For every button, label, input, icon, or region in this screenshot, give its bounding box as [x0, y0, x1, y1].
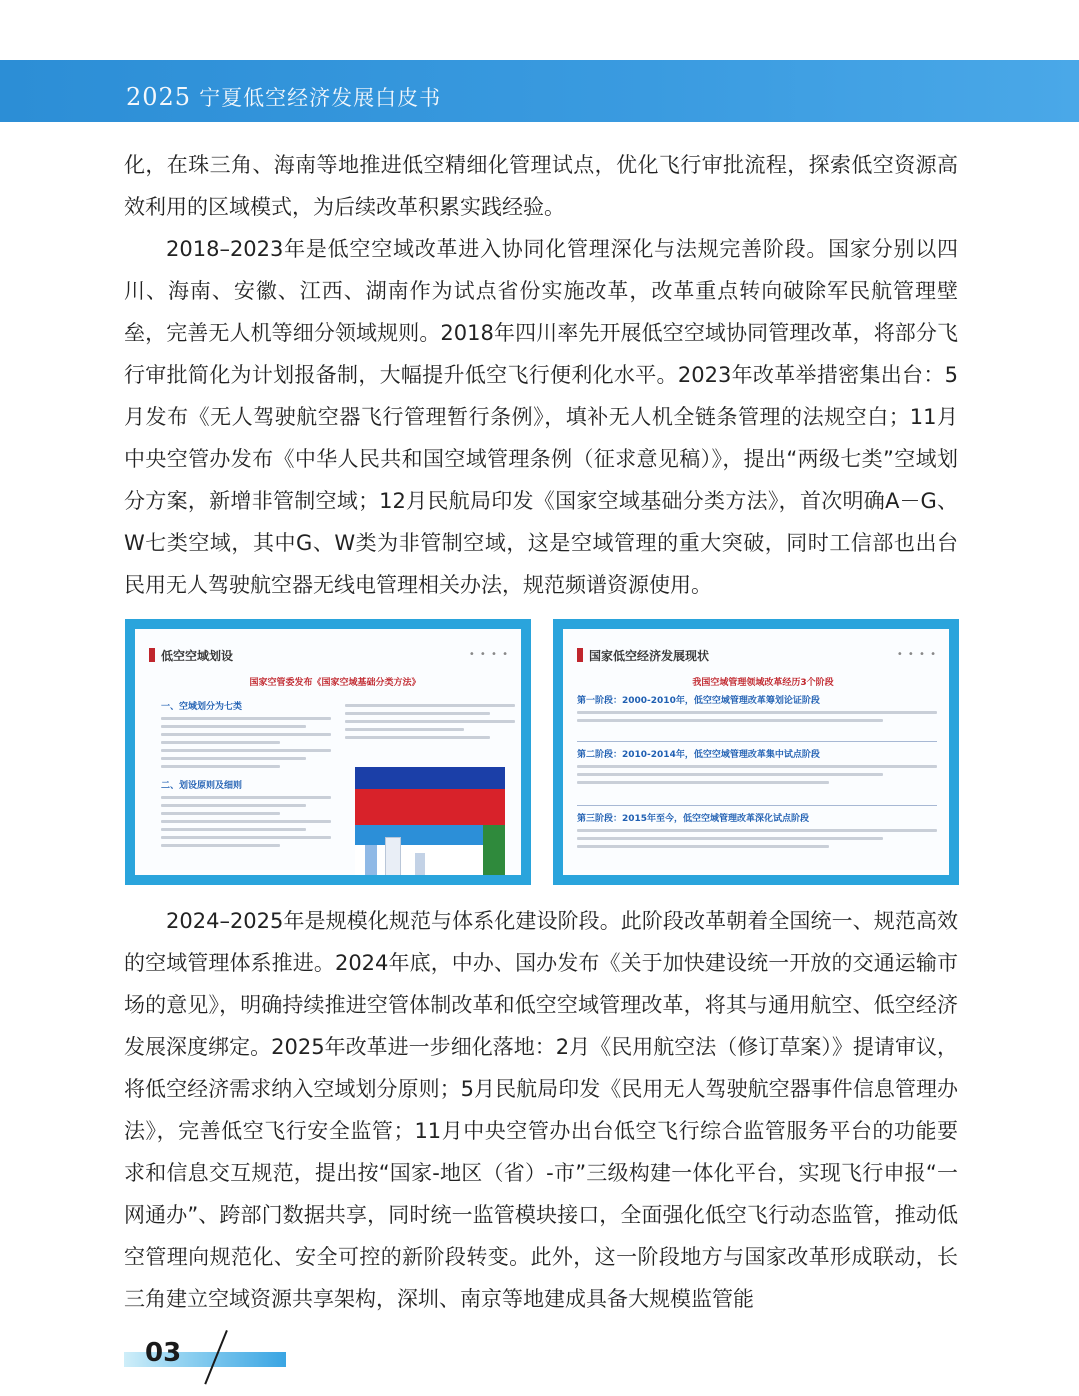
- text-line: [345, 704, 515, 707]
- text-line: [577, 711, 937, 714]
- header-text: 宁夏低空经济发展白皮书: [199, 86, 442, 110]
- text-line: [161, 725, 306, 728]
- page-number: 03: [145, 1338, 182, 1368]
- airspace-diagram: [355, 767, 505, 875]
- text-line: [577, 829, 937, 832]
- text-line: [577, 765, 937, 768]
- figure-national-status: [553, 619, 959, 885]
- paragraph-1: 化，在珠三角、海南等地推进低空精细化管理试点，优化飞行审批流程，探索低空资源高效利用的区域模式，为后续改革积累实践经验。: [124, 153, 958, 219]
- slide-right-subtitle: 我国空域管理领域改革经历3个阶段: [692, 678, 834, 688]
- text-line: [577, 845, 829, 848]
- text-line: [345, 712, 490, 715]
- slide-left-subtitle: 国家空管委发布《国家空域基础分类方法》: [249, 678, 421, 688]
- text-line: [345, 728, 464, 731]
- stage-1-block: [577, 693, 937, 727]
- stage-2-block: [577, 747, 937, 789]
- slide-left-column-1: [161, 699, 331, 852]
- text-line: [161, 741, 280, 744]
- stage-3-title: 第三阶段：2015年至今，低空空域管理改革深化试点阶段: [577, 814, 810, 824]
- text-line: [161, 717, 331, 720]
- paragraph-3: 2024–2025年是规模化规范与体系化建设阶段。此阶段改革朝着全国统一、规范高效的空域管理体系推进。2024年底，中办、国办发布《关于加快建设统一开放的交通运输市场的意见》，明确持续推进空管体制改革和低空空域管理改革，将其与通用航空、低空经济发展深度绑定。2025年改革进一步细化落地：2月《民用航空法（修订草案）》提请审议，将低空经济需求纳入空域划分原则；5月民航局印发《民用无人驾驶航空器事件信息管理办法》，完善低空飞行安全监管；11月中央空管办出台低空飞行综合监管服务平台的功能要求和信息交互规范，提出按“国家-地区（省）-市”三级构建一体化平台，实现飞行申报“一网通办”、跨部门数据共享，同时统一监管模块接口，全面强化低空飞行动态监管，推动低空管理向规范化、安全可控的新阶段转变。此外，这一阶段地方与国家改革形成联动，长三角建立空域资源共享架构，深圳、南京等地建成具备大规模监管能: [124, 909, 958, 1311]
- divider: [577, 741, 937, 742]
- building-shape: [365, 845, 377, 875]
- stage-3-block: [577, 811, 937, 853]
- figure-airspace-division: [125, 619, 531, 885]
- slide-right: [563, 629, 949, 875]
- building-shape: [385, 837, 401, 875]
- slide-left: [135, 629, 521, 875]
- text-line: [345, 720, 515, 723]
- paragraph-2: 2018–2023年是低空空域改革进入协同化管理深化与法规完善阶段。国家分别以四川、海南、安徽、江西、湖南作为试点省份实施改革，改革重点转向破除军民航管理壁垒，完善无人机等细分领域规则。2018年四川率先开展低空空域协同管理改革，将部分飞行审批简化为计划报备制，大幅提升低空飞行便利化水平。2023年改革举措密集出台：5月发布《无人驾驶航空器飞行管理暂行条例》，填补无人机全链条管理的法规空白；11月中央空管办发布《中华人民共和国空域管理条例（征求意见稿）》，提出“两级七类”空域划分方案，新增非管制空域；12月民航局印发《国家空域基础分类方法》，首次明确A－G、W七类空域，其中G、W类为非管制空域，这是空域管理的重大突破，同时工信部也出台民用无人驾驶航空器无线电管理相关办法，规范频谱资源使用。: [124, 237, 958, 597]
- text-line: [161, 836, 331, 839]
- text-line: [161, 757, 306, 760]
- stage-1-title: 第一阶段：2000-2010年，低空空域管理改革筹划论证阶段: [577, 696, 820, 706]
- slide-left-dots: • • • •: [468, 649, 509, 660]
- slide-left-heading: 低空空域划设: [149, 647, 233, 664]
- airspace-layer-middle: [355, 789, 505, 825]
- text-line: [161, 796, 331, 799]
- text-line: [161, 765, 280, 768]
- slide-left-column-2: [345, 699, 515, 744]
- slide-right-heading: 国家低空经济发展现状: [577, 647, 709, 664]
- slide-left-section-2: 二、划设原则及细则: [161, 781, 243, 791]
- text-line: [161, 812, 280, 815]
- stage-2-title: 第二阶段：2010-2014年，低空空域管理改革集中试点阶段: [577, 750, 820, 760]
- terrain-shape: [483, 825, 505, 875]
- slide-right-dots: • • • •: [896, 649, 937, 660]
- header-title: [126, 82, 441, 112]
- text-line: [161, 820, 331, 823]
- text-line: [161, 828, 306, 831]
- text-line: [161, 733, 331, 736]
- slide-left-section-1: 一、空域划分为七类: [161, 702, 243, 712]
- text-line: [161, 749, 331, 752]
- text-line: [577, 781, 829, 784]
- airspace-layer-upper: [355, 767, 505, 789]
- text-line: [345, 736, 490, 739]
- text-line: [577, 719, 883, 722]
- text-line: [577, 837, 883, 840]
- text-line: [577, 773, 883, 776]
- text-line: [161, 844, 280, 847]
- header-year: 2025: [126, 83, 192, 111]
- text-line: [161, 804, 306, 807]
- building-shape: [415, 853, 425, 875]
- divider: [577, 805, 937, 806]
